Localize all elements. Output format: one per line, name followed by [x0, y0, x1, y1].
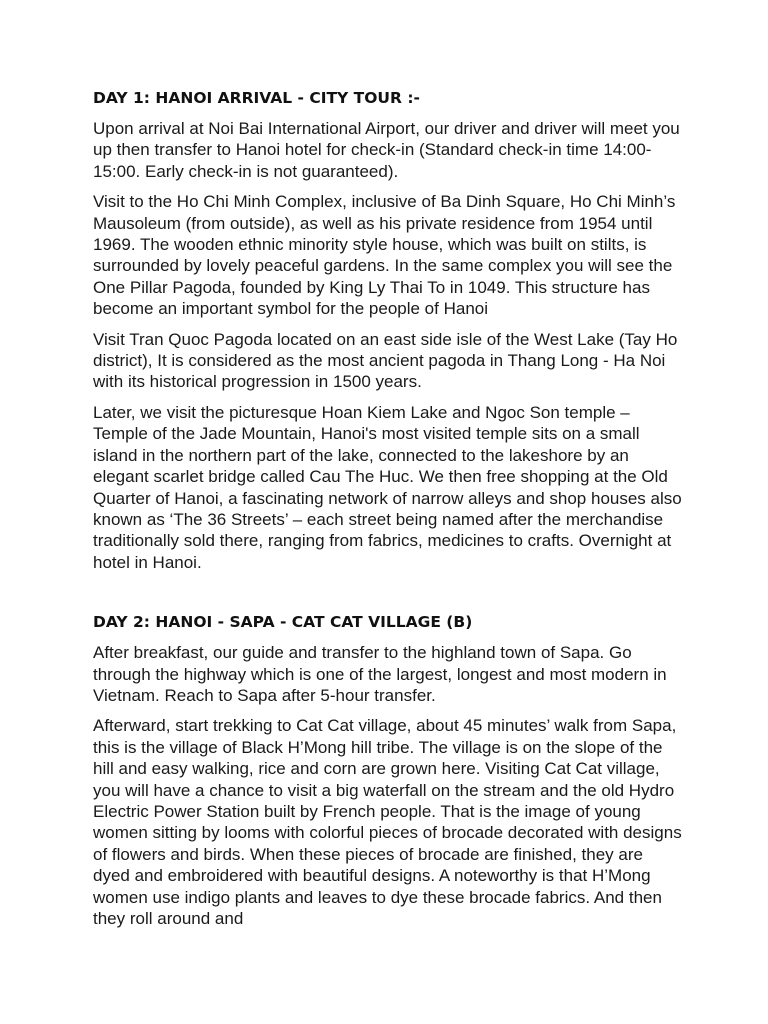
day1-paragraph-tran-quoc-pagoda: Visit Tran Quoc Pagoda located on an east side isle of the West Lake (Tay Ho district), It is considered as the most ancient pagoda in Thang Long - Ha Noi with its historical progression in 1500 years. — [93, 329, 678, 392]
itinerary-document — [93, 86, 683, 938]
day2-paragraph-transfer: After breakfast, our guide and transfer to the highland town of Sapa. Go through the highway which is one of the largest, longest and most modern in Vietnam. Reach to Sapa after 5-hour transfer. — [93, 643, 667, 705]
day2-section — [93, 610, 683, 929]
day2-paragraph-cat-cat-village: Afterward, start trekking to Cat Cat village, about 45 minutes’ walk from Sapa, this is the village of Black H’Mong hill tribe. The village is on the slope of the hill and easy walking, rice and corn are grown here. Visiting Cat Cat village, you will have a chance to visit a big waterfall on the stream and the old Hydro Electric Power Station built by French people. That is the image of young women sitting by looms with colorful pieces of brocade decorated with designs of flowers and birds. When these pieces of brocade are finished, they are dyed and embroidered with beautiful designs. A noteworthy is that H’Mong women use indigo plants and leaves to dye these brocade fabrics. And then they roll around and — [93, 716, 682, 928]
day1-section — [93, 86, 683, 573]
section-spacer — [93, 582, 683, 610]
day1-paragraph-hoan-kiem-lake: Later, we visit the picturesque Hoan Kiem Lake and Ngoc Son temple – Temple of the Jade Mountain, Hanoi's most visited temple sits on a small island in the northern part of the lake, connected to the lakeshore by an elegant scarlet bridge called Cau The Huc. We then free shopping at the Old Quarter of Hanoi, a fascinating network of narrow alleys and shop houses also known as ‘The 36 Streets’ – each street being named after the merchandise traditionally sold there, ranging from fabrics, medicines to crafts. Overnight at hotel in Hanoi. — [93, 402, 682, 572]
day1-paragraph-arrival: Upon arrival at Noi Bai International Airport, our driver and driver will meet you up then transfer to Hanoi hotel for check-in (Standard check-in time 14:00-15:00. Early check-in is not guaranteed). — [93, 119, 680, 181]
day1-heading: DAY 1: HANOI ARRIVAL - CITY TOUR :- — [93, 89, 420, 107]
day1-paragraph-ho-chi-minh-complex: Visit to the Ho Chi Minh Complex, inclusive of Ba Dinh Square, Ho Chi Minh’s Mausoleum (from outside), as well as his private residence from 1954 until 1969. The wooden ethnic minority style house, which was built on stilts, is surrounded by lovely peaceful gardens. In the same complex you will see the One Pillar Pagoda, founded by King Ly Thai To in 1049. This structure has become an important symbol for the people of Hanoi — [93, 192, 676, 319]
day2-heading: DAY 2: HANOI - SAPA - CAT CAT VILLAGE (B) — [93, 613, 473, 632]
